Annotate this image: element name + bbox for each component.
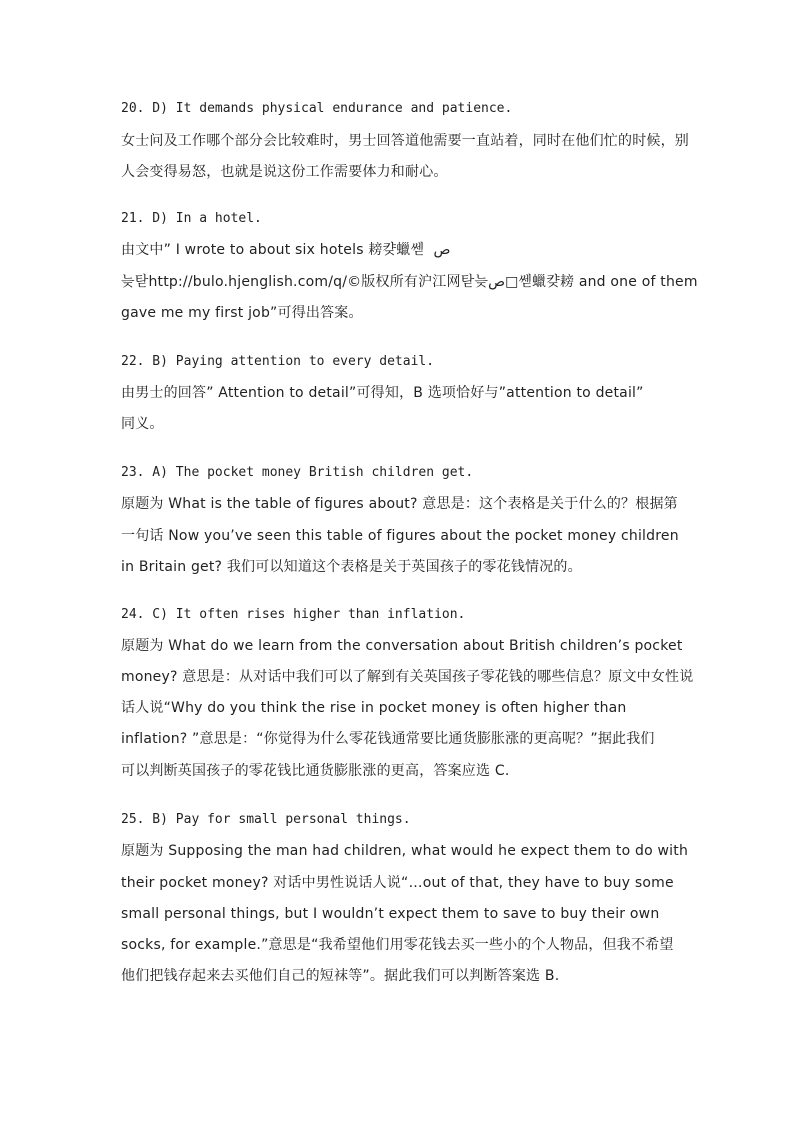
answer-22: 22. B) Paying attention to every detail.	[121, 354, 435, 369]
explanation-24-line-4: inflation? ”意思是：“你觉得为什么零花钱通常要比通货膨胀涨的更高呢？”据此我们	[121, 731, 655, 747]
explanation-21-line-1: 由文中” I wrote to about six hotels 耪컂蠟쎋 ص	[121, 242, 451, 258]
explanation-25-line-1: 原题为 Supposing the man had children, what would he expect them to do with	[121, 843, 689, 859]
explanation-23-line-3: in Britain get? 我们可以知道这个表格是关于英国孩子的零花钱情况的。	[121, 559, 582, 575]
answer-21: 21. D) In a hotel.	[121, 211, 262, 226]
explanation-21-line-3: gave me my first job”可得出答案。	[121, 305, 363, 321]
explanation-22-line-1: 由男士的回答” Attention to detail”可得知，B 选项恰好与”attention to detail”	[121, 385, 644, 401]
explanation-23-line-2: 一句话 Now you’ve seen this table of figures about the pocket money children	[121, 528, 679, 544]
explanation-25-line-5: 他们把钱存起来去买他们自己的短袜等”。据此我们可以判断答案选 B.	[121, 968, 560, 984]
answer-23: 23. A) The pocket money British children get.	[121, 465, 474, 480]
explanation-21-line-2: 늦탇http://bulo.hjenglish.com/q/©版权所有沪江网탇늦ص□쎋蠟컂耪 and one of them	[121, 274, 698, 290]
answer-25: 25. B) Pay for small personal things.	[121, 812, 411, 827]
explanation-25-line-4: socks, for example.”意思是“我希望他们用零花钱去买一些小的个人物品，但我不希望	[121, 937, 674, 953]
explanation-22-line-2: 同义。	[121, 416, 164, 432]
explanation-24-line-1: 原题为 What do we learn from the conversation about British children’s pocket	[121, 638, 683, 654]
explanation-20-line-2: 人会变得易怒，也就是说这份工作需要体力和耐心。	[121, 164, 448, 180]
explanation-25-line-3: small personal things, but I wouldn’t expect them to save to buy their own	[121, 906, 660, 922]
answer-24: 24. C) It often rises higher than inflation.	[121, 607, 466, 622]
explanation-24-line-3: 话人说“Why do you think the rise in pocket money is often higher than	[121, 700, 627, 716]
explanation-23-line-1: 原题为 What is the table of figures about? 意思是：这个表格是关于什么的？根据第	[121, 496, 678, 512]
answer-20: 20. D) It demands physical endurance and patience.	[121, 101, 513, 116]
explanation-24-line-2: money? 意思是：从对话中我们可以了解到有关英国孩子零花钱的哪些信息？原文中女性说	[121, 669, 694, 685]
explanation-25-line-2: their pocket money? 对话中男性说话人说“…out of that, they have to buy some	[121, 875, 674, 891]
explanation-24-line-5: 可以判断英国孩子的零花钱比通货膨胀涨的更高，答案应选 C.	[121, 763, 510, 779]
explanation-20-line-1: 女士问及工作哪个部分会比较难时，男士回答道他需要一直站着，同时在他们忙的时候，别	[121, 133, 689, 149]
